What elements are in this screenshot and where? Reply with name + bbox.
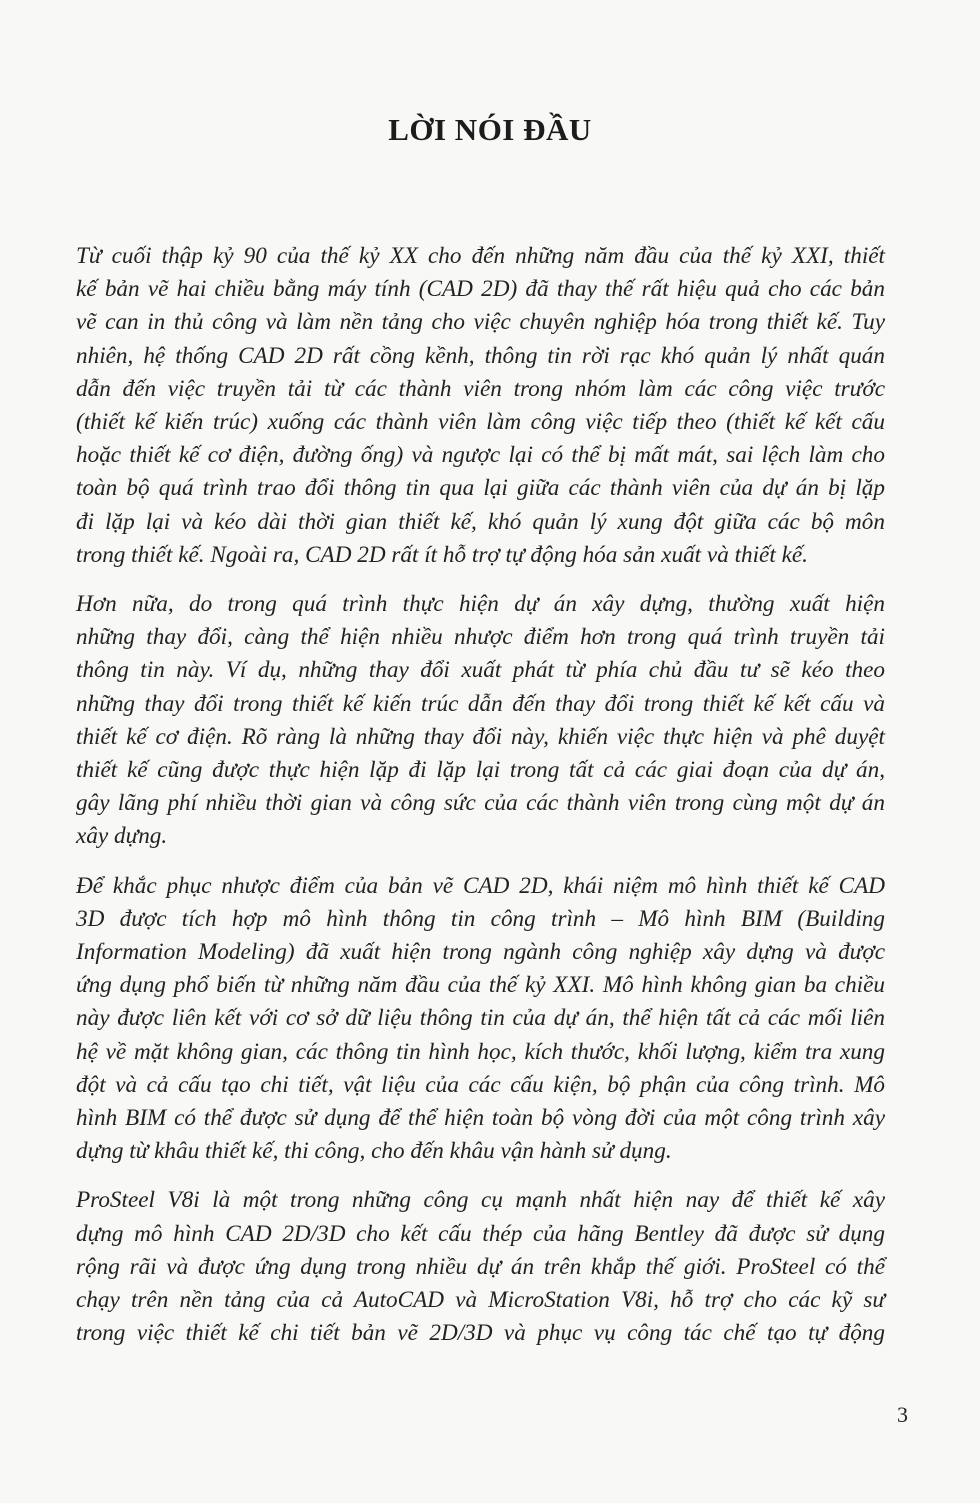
paragraph-3 [76, 870, 885, 1169]
text-line: trong thiết kế. Ngoài ra, CAD 2D rất ít hỗ trợ tự động hóa sản xuất và thiết kế. [76, 541, 808, 568]
paragraph-2 [76, 588, 885, 854]
text-line: xây dựng. [76, 823, 168, 850]
page-title: LỜI NÓI ĐẦU [388, 112, 592, 147]
text-line: thông tin này. Ví dụ, những thay đổi xuất phát từ phía chủ đầu tư sẽ kéo theo [76, 657, 885, 684]
text-line: đi lặp lại và kéo dài thời gian thiết kế, khó quản lý xung đột giữa các bộ môn [76, 508, 885, 535]
text-line: này được liên kết với cơ sở dữ liệu thông tin của dự án, thể hiện tất cả các mối liên [76, 1005, 885, 1032]
text-line: dựng từ khâu thiết kế, thi công, cho đến khâu vận hành sử dụng. [76, 1138, 672, 1165]
text-line: dựng mô hình CAD 2D/3D cho kết cấu thép của hãng Bentley đã được sử dụng [76, 1220, 885, 1247]
text-line: những thay đổi, càng thể hiện nhiều nhược điểm hơn trong quá trình truyền tải [76, 624, 885, 651]
preface-body [76, 240, 885, 1367]
text-line: Để khắc phục nhược điểm của bản vẽ CAD 2D, khái niệm mô hình thiết kế CAD [76, 872, 885, 899]
text-line: nhiên, hệ thống CAD 2D rất cồng kềnh, thông tin rời rạc khó quản lý nhất quán [76, 342, 885, 369]
text-line: thiết kế cũng được thực hiện lặp đi lặp lại trong tất cả các giai đoạn của dự án, [76, 757, 885, 784]
text-line: toàn bộ quá trình trao đổi thông tin qua lại giữa các thành viên của dự án bị lặp [76, 475, 885, 502]
text-line: ứng dụng phổ biến từ những năm đầu của thế kỷ XXI. Mô hình không gian ba chiều [76, 972, 885, 999]
text-line: 3D được tích hợp mô hình thông tin công trình – Mô hình BIM (Building [76, 905, 885, 932]
text-line: dẫn đến việc truyền tải từ các thành viên trong nhóm làm các công việc trước [76, 375, 885, 402]
text-line: ProSteel V8i là một trong những công cụ mạnh nhất hiện nay để thiết kế xây [76, 1187, 885, 1214]
paragraph-4 [76, 1184, 885, 1350]
text-line: rộng rãi và được ứng dụng trong nhiều dự án trên khắp thế giới. ProSteel có thể [76, 1253, 885, 1280]
text-line: Từ cuối thập kỷ 90 của thế kỷ XX cho đến những năm đầu của thế kỷ XXI, thiết [76, 243, 885, 269]
text-line: thiết kế cơ điện. Rõ ràng là những thay đổi này, khiến việc thực hiện và phê duyệt [76, 723, 885, 750]
text-line: hình BIM có thể được sử dụng để thể hiện toàn bộ vòng đời của một công trình xây [76, 1105, 885, 1132]
text-line: gây lãng phí nhiều thời gian và công sức của các thành viên trong cùng một dự án [76, 790, 885, 817]
text-line: hệ về mặt không gian, các thông tin hình học, kích thước, khối lượng, kiểm tra xung [76, 1038, 885, 1065]
text-line: Information Modeling) đã xuất hiện trong ngành công nghiệp xây dựng và được [76, 939, 885, 966]
page-number: 3 [897, 1402, 908, 1427]
text-line: hoặc thiết kế cơ điện, đường ống) và ngược lại có thể bị mất mát, sai lệch làm cho [76, 442, 885, 469]
text-line: chạy trên nền tảng của cả AutoCAD và MicroStation V8i, hỗ trợ cho các kỹ sư [76, 1287, 885, 1314]
text-line: đột và cả cấu tạo chi tiết, vật liệu của các cấu kiện, bộ phận của công trình. Mô [76, 1071, 885, 1098]
text-line: (thiết kế kiến trúc) xuống các thành viên làm công việc tiếp theo (thiết kế kết cấu [76, 409, 885, 436]
text-line: vẽ can in thủ công và làm nền tảng cho việc chuyên nghiệp hóa trong thiết kế. Tuy [76, 309, 885, 336]
text-line: trong việc thiết kế chi tiết bản vẽ 2D/3D và phục vụ công tác chế tạo tự động [76, 1320, 885, 1347]
paragraph-1 [76, 240, 885, 572]
text-line: những thay đổi trong thiết kế kiến trúc dẫn đến thay đổi trong thiết kế kết cấu và [76, 690, 885, 717]
text-line: Hơn nữa, do trong quá trình thực hiện dự án xây dựng, thường xuất hiện [76, 591, 885, 618]
text-line: kế bản vẽ hai chiều bằng máy tính (CAD 2D) đã thay thế rất hiệu quả cho các bản [76, 276, 885, 303]
